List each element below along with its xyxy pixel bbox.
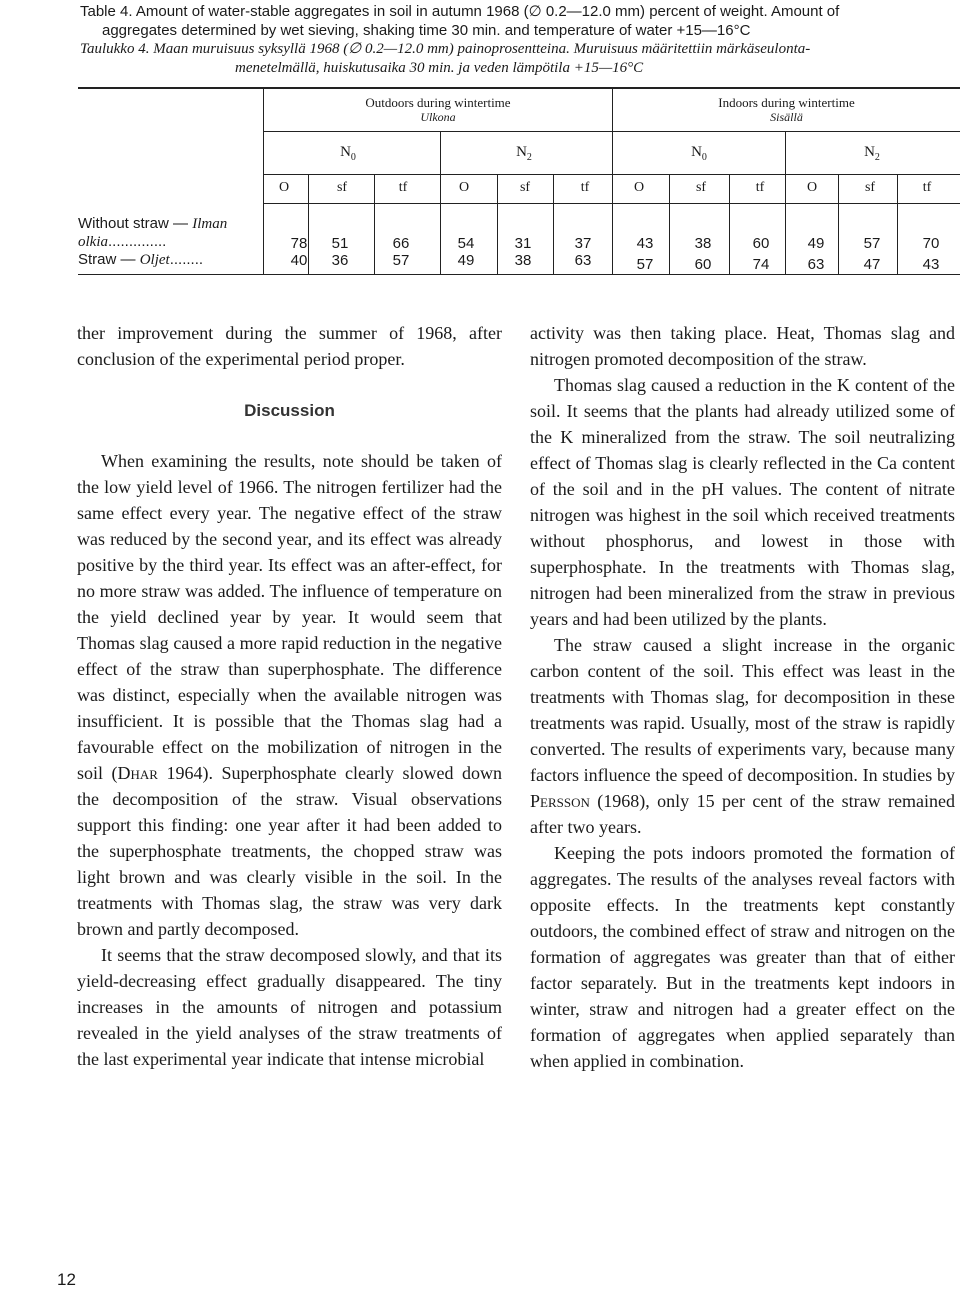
table-cell: 63	[574, 252, 592, 269]
paragraph-text: The straw caused a slight increase in the organic carbon content of the soil. This effect was least in the treatments with Thomas slag, for decomposition in these treatments was rapid. Usually, most of the straw is rapidly converted. The results of experiments vary, because many factors influence the speed of decomposition. In studies by	[530, 635, 955, 785]
row-label-without-straw	[78, 215, 227, 233]
paragraph: It seems that the straw decomposed slowly, and that its yield-decreasing effect gradually disappeared. The tiny increases in the amounts of nitrogen and potassium revealed in the yield analyses of the straw treatments of the last experimental year indicate that intense microbial	[77, 945, 502, 1069]
outdoors-header	[264, 96, 612, 124]
row-label-text: Straw —	[78, 251, 140, 268]
paragraph	[77, 448, 502, 942]
indoors-label-fi: Sisällä	[770, 110, 803, 124]
section-heading: Discussion	[244, 401, 335, 420]
column-header: tf	[580, 180, 590, 195]
table-header-rule	[264, 174, 960, 175]
table-cell: 43	[922, 256, 940, 273]
table-divider	[669, 175, 670, 274]
n-header	[328, 144, 368, 163]
paragraph: activity was then taking place. Heat, Thomas slag and nitrogen promoted decomposition of the straw.	[530, 323, 955, 369]
n-header	[852, 144, 892, 163]
table-header-rule	[264, 203, 960, 204]
caption-fi-line-2: menetelmällä, huiskutusaika 30 min. ja veden lämpötila +15—16°C	[235, 60, 644, 76]
table-cell: 43	[636, 235, 654, 252]
paragraph-text: When examining the results, note should be taken of the low yield level of 1966. The nitrogen fertilizer had the same effect every year. The negative effect of the straw was reduced by the second year, and its effect was already positive by the third year. Its effect was an after-effect, for no more straw was added. The influence of temperature on the yield declined year by year. It would seem that Thomas slag caused a more rapid reduction in the negative effect of the straw than superphosphate. The difference was distinct, especially when the available nitrogen was insufficient. It is possible that the Thomas slag had a favourable effect on the mobilization of nitrogen in the soil (	[77, 451, 502, 783]
table-divider	[897, 175, 898, 274]
right-column	[530, 320, 955, 1074]
paragraph: Keeping the pots indoors promoted the formation of aggregates. The results of the analyses reveal factors with opposite effects. In the treatments kept constantly outdoors, the combined effect of straw and nitrogen on the formation of aggregates was greater than that of either factor separately. But in the treatments kept indoors in winter, straw and nitrogen had a greater effect on the formation of aggregates when applied separately than when applied in combination.	[530, 843, 955, 1071]
table-caption-finnish	[80, 40, 960, 78]
paragraph: ther improvement during the summer of 1968, after conclusion of the experimental period proper.	[77, 323, 502, 369]
table-cell: 78	[290, 235, 308, 252]
table-divider	[838, 175, 839, 274]
outdoors-label-fi: Ulkona	[420, 110, 456, 124]
table-cell: 31	[514, 235, 532, 252]
table-cell: 49	[457, 252, 475, 269]
column-header: O	[458, 180, 470, 195]
table-cell: 47	[863, 256, 881, 273]
paragraph-text: (1968), only 15 per cent of the straw remained after two years.	[530, 791, 955, 837]
table-divider	[497, 175, 498, 274]
paragraph-text: 1964). Superphosphate clearly slowed down the decomposition of the straw. Visual observations support this finding: one year after it had been added to the superphosphate treatments, the chopped straw was light brown and was clearly visible in the soil. In the treatments with Thomas slag, the straw was very dark brown and partly decomposed.	[77, 763, 502, 939]
table-cell: 51	[331, 235, 349, 252]
paragraph: Thomas slag caused a reduction in the K content of the soil. It seems that the plants had already utilized some of the K mineralized from the straw. The soil neutralizing effect of Thomas slag is clearly reflected in the Ca content of the soil and in the pH values. The content of nitrate nitrogen was highest in the soil which received treatments without phosphorus, and lowest in those with superphosphate. In the treatments with Thomas slag, nitrogen had been mineralized from the straw in previous years and had been utilized by the plants.	[530, 375, 955, 629]
column-header: O	[278, 180, 290, 195]
table-divider	[729, 175, 730, 274]
table-cell: 49	[807, 235, 825, 252]
n-letter: N	[691, 144, 702, 160]
table-cell: 74	[752, 256, 770, 273]
leader-dots: ........	[169, 251, 204, 268]
column-header: tf	[922, 180, 932, 195]
page-number: 12	[57, 1270, 76, 1289]
row-label-without-straw-2	[78, 233, 166, 251]
row-label-straw	[78, 251, 203, 269]
outdoors-label: Outdoors during wintertime	[365, 95, 511, 110]
citation: Persson	[530, 791, 590, 811]
table-cell: 60	[752, 235, 770, 252]
leader-dots: ..............	[108, 233, 167, 250]
table-cell: 54	[457, 235, 475, 252]
table-divider	[553, 175, 554, 274]
column-header: tf	[398, 180, 408, 195]
n-letter: N	[864, 144, 875, 160]
table-cell: 38	[694, 235, 712, 252]
column-header: sf	[336, 180, 348, 195]
n-index: 2	[526, 152, 532, 163]
n-header	[679, 144, 719, 163]
table-cell: 38	[514, 252, 532, 269]
left-column	[77, 320, 502, 1072]
table-cell: 40	[290, 252, 308, 269]
table-cell: 66	[392, 235, 410, 252]
table-divider	[374, 175, 375, 274]
caption-fi-line-1: Taulukko 4. Maan muruisuus syksyllä 1968 (∅ 0.2—12.0 mm) painoprosentteina. Muruisuus määritettiin märkäseulonta-	[80, 41, 811, 57]
column-header: sf	[864, 180, 876, 195]
n-index: 2	[874, 152, 880, 163]
indoors-header	[613, 96, 960, 124]
column-header: O	[633, 180, 645, 195]
row-label-fi: Oljet	[139, 252, 170, 268]
n-letter: N	[516, 144, 527, 160]
table-cell: 57	[392, 252, 410, 269]
table-cell: 57	[863, 235, 881, 252]
table-caption-english	[80, 2, 960, 40]
n-index: 0	[350, 152, 356, 163]
table-cell: 36	[331, 252, 349, 269]
row-label-fi: Ilman	[192, 216, 228, 232]
n-index: 0	[701, 152, 707, 163]
table-cell: 63	[807, 256, 825, 273]
table-cell: 57	[636, 256, 654, 273]
row-label-fi: olkia	[78, 234, 108, 250]
column-header: tf	[755, 180, 765, 195]
citation: Dhar	[117, 763, 158, 783]
caption-line-1: Table 4. Amount of water-stable aggregates in soil in autumn 1968 (∅ 0.2—12.0 mm) percent of weight. Amount of	[80, 3, 840, 20]
column-header: O	[806, 180, 818, 195]
indoors-label: Indoors during wintertime	[718, 95, 855, 110]
table-cell: 37	[574, 235, 592, 252]
column-header: sf	[695, 180, 707, 195]
n-header	[504, 144, 544, 163]
caption-line-2: aggregates determined by wet sieving, shaking time 30 min. and temperature of water +15—16°C	[102, 22, 751, 39]
paragraph	[530, 632, 955, 840]
column-header: sf	[519, 180, 531, 195]
n-letter: N	[340, 144, 351, 160]
table-bottom-rule	[78, 274, 960, 275]
table-cell: 60	[694, 256, 712, 273]
row-label-text: Without straw —	[78, 215, 193, 232]
table-cell: 70	[922, 235, 940, 252]
table-header-rule	[264, 131, 960, 132]
table-top-rule	[78, 87, 960, 89]
